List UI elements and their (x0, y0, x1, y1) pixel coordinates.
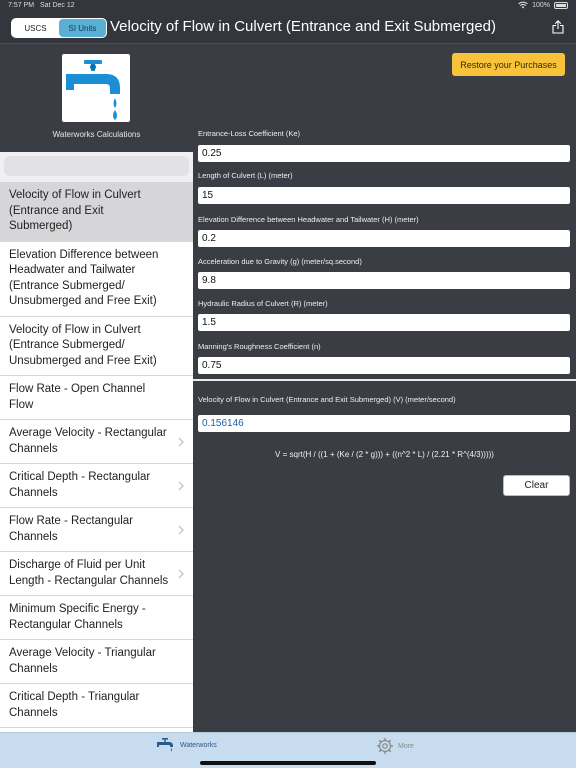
list-item[interactable] (0, 376, 193, 420)
list-item[interactable] (0, 684, 193, 728)
list-item[interactable] (0, 640, 193, 684)
field-label-manning: Manning's Roughness Coefficient (n) (198, 342, 321, 351)
list-item[interactable] (0, 242, 193, 317)
gravity-input[interactable]: 9.8 (198, 272, 570, 289)
tab-label: More (398, 742, 414, 750)
list-item[interactable] (0, 464, 193, 508)
sidebar (0, 44, 193, 732)
tab-more[interactable] (376, 737, 414, 755)
list-item[interactable] (0, 182, 193, 242)
radius-input[interactable]: 1.5 (198, 314, 570, 331)
field-label-elevation: Elevation Difference between Headwater and Tailwater (H) (meter) (198, 215, 419, 224)
list-item-label: Critical Depth - Rectangular Channels (9, 471, 151, 499)
list-item-label: Elevation Difference between Headwater and Tailwater (Entrance Submerged/ Unsubmerged and Free Exit) (9, 248, 159, 307)
elevation-input[interactable]: 0.2 (198, 230, 570, 247)
gear-icon (376, 737, 394, 755)
list-item[interactable] (0, 552, 193, 596)
app-logo (62, 54, 130, 122)
list-item-label: Discharge of Fluid per Unit Length - Rectangular Channels (9, 559, 169, 587)
faucet-icon (62, 54, 130, 122)
chevron-right-icon (178, 569, 184, 579)
status-date: Sat Dec 12 (40, 2, 75, 9)
faucet-tab-icon (156, 737, 176, 753)
unit-segmented-control (11, 18, 107, 38)
calculator-panel (193, 44, 576, 732)
result-label: Velocity of Flow in Culvert (Entrance and Exit Submerged) (V) (meter/second) (198, 395, 456, 404)
restore-purchases-button[interactable]: Restore your Purchases (452, 53, 565, 76)
result-output[interactable]: 0.156146 (198, 415, 570, 432)
chevron-right-icon (178, 525, 184, 535)
segment-si-units[interactable]: SI Units (59, 19, 106, 37)
share-icon[interactable] (552, 20, 564, 34)
manning-input[interactable]: 0.75 (198, 357, 570, 374)
ke-input[interactable]: 0.25 (198, 145, 570, 162)
list-item-label: Average Velocity - Triangular Channels (9, 647, 156, 675)
divider (193, 379, 576, 381)
page-title: Velocity of Flow in Culvert (Entrance and Exit Submerged) (110, 18, 497, 35)
chevron-right-icon (178, 481, 184, 491)
status-right (518, 1, 568, 9)
list-item-label: Velocity of Flow in Culvert (Entrance Submerged/ Unsubmerged and Free Exit) (9, 323, 157, 367)
tab-waterworks[interactable] (156, 737, 217, 753)
list-item-label: Velocity of Flow in Culvert (Entrance and Exit Submerged) (9, 189, 141, 232)
tab-label: Waterworks (180, 741, 217, 749)
field-label-gravity: Acceleration due to Gravity (g) (meter/sq.second) (198, 257, 362, 266)
list-item-label: Minimum Specific Energy - Rectangular Channels (9, 603, 146, 631)
list-item-label: Flow Rate - Rectangular Channels (9, 515, 133, 543)
clear-button[interactable]: Clear (503, 475, 570, 496)
battery-percent: 100% (532, 1, 550, 9)
search-input[interactable] (4, 156, 189, 176)
status-bar (0, 0, 576, 12)
tab-bar (0, 732, 576, 768)
list-item-label: Average Velocity - Rectangular Channels (9, 427, 167, 455)
formula-text: V = sqrt(H / ((1 + (Ke / (2 * g))) + ((n^2 * L) / (2.21 * R^(4/3))))) (275, 450, 494, 459)
search-bar (0, 152, 193, 182)
length-input[interactable]: 15 (198, 187, 570, 204)
sidebar-caption: Waterworks Calculations (52, 130, 141, 139)
battery-icon (554, 2, 568, 9)
list-item[interactable] (0, 420, 193, 464)
list-item-label: Flow Rate - Open Channel Flow (9, 383, 146, 411)
field-label-ke: Entrance-Loss Coefficient (Ke) (198, 129, 300, 138)
chevron-right-icon (178, 437, 184, 447)
status-time: 7:57 PM (8, 2, 35, 9)
calculation-list (0, 182, 193, 728)
field-label-length: Length of Culvert (L) (meter) (198, 171, 293, 180)
list-item[interactable] (0, 317, 193, 377)
field-label-radius: Hydraulic Radius of Culvert (R) (meter) (198, 299, 328, 308)
home-indicator (200, 761, 376, 765)
segment-uscs[interactable]: USCS (24, 23, 47, 33)
list-item[interactable] (0, 596, 193, 640)
list-item[interactable] (0, 508, 193, 552)
nav-bar (0, 12, 576, 44)
sidebar-header (0, 44, 193, 152)
wifi-icon (518, 1, 528, 9)
list-item-label: Critical Depth - Triangular Channels (9, 691, 140, 719)
